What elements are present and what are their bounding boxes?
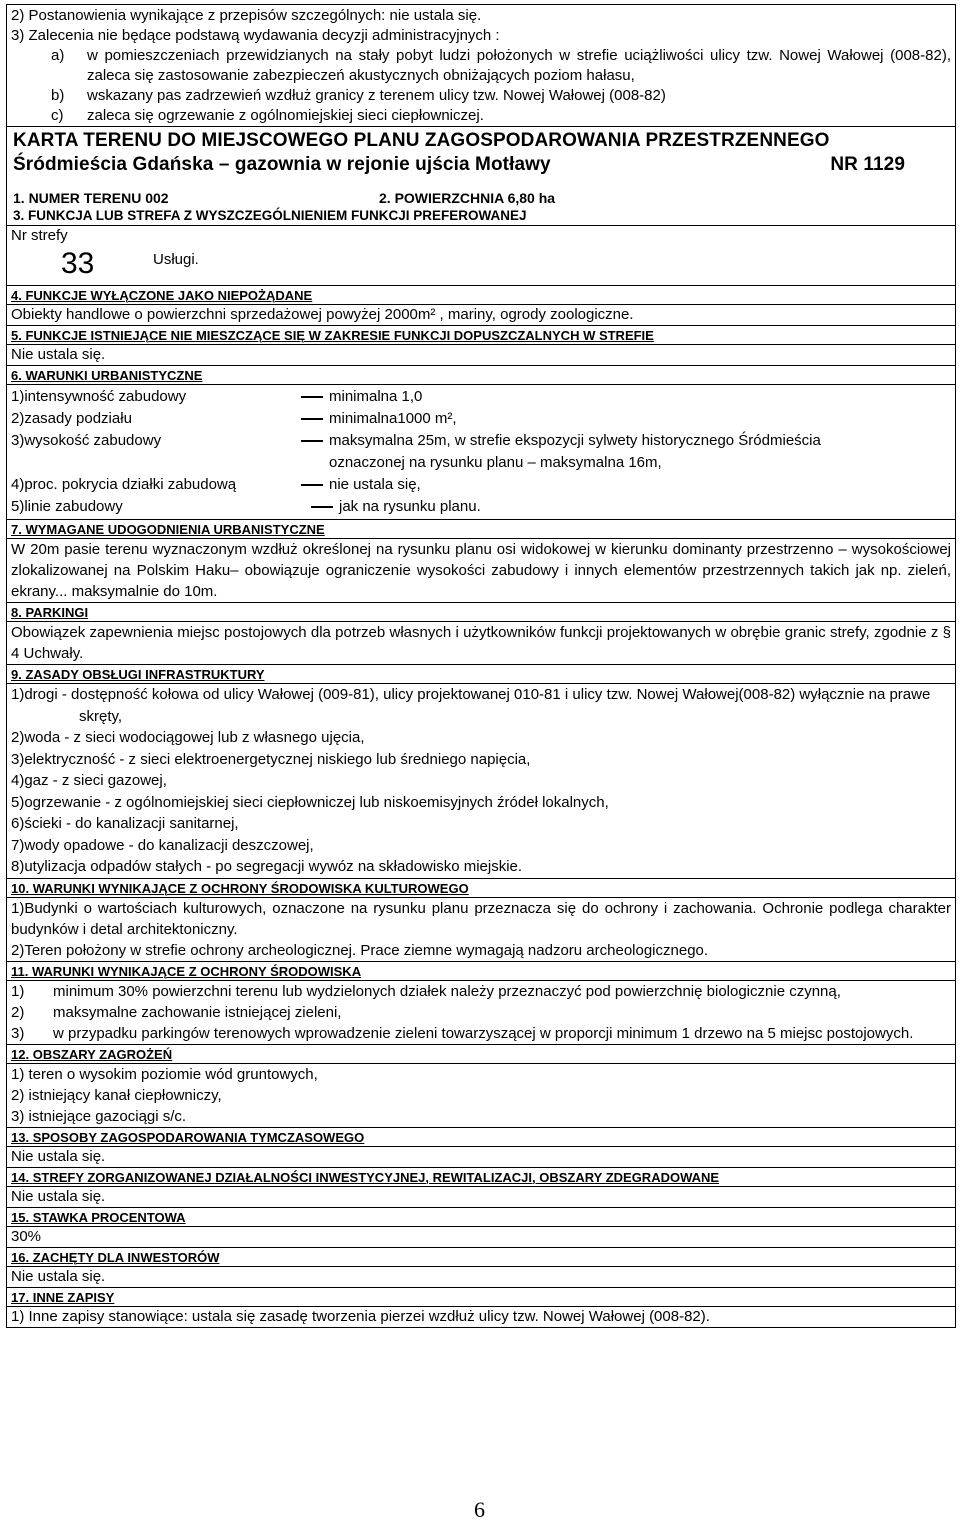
recommendation-a: a) w pomieszczeniach przewidzianych na stały pobyt ludzi położonych w strefie uciążliwości ulicy tzw. Nowej Wałowej (008-82), zaleca się zastosowanie zabezpieczeń akustycznych obniżających poziom hałasu, bbox=[51, 47, 951, 84]
section-8-title: 8. PARKINGI bbox=[6, 603, 956, 622]
section-6-title: 6. WARUNKI URBANISTYCZNE bbox=[6, 366, 956, 385]
infra-item-2: 2)woda - z sieci wodociągowej lub z własnego ujęcia, bbox=[11, 729, 365, 746]
section-4-text: Obiekty handlowe o powierzchni sprzedażowej powyżej 2000m² , mariny, ogrody zoologiczne. bbox=[6, 305, 956, 326]
section-5-text: Nie ustala się. bbox=[6, 345, 956, 366]
section-7-title: 7. WYMAGANE UDOGODNIENIA URBANISTYCZNE bbox=[6, 520, 956, 539]
hazard-item-3: 3) istniejące gazociągi s/c. bbox=[11, 1107, 187, 1125]
urban-row-3-cont: oznaczonej na rysunku planu – maksymalna 16m, bbox=[329, 454, 662, 471]
zone-function: Usługi. bbox=[153, 251, 199, 268]
card-number: NR 1129 bbox=[830, 154, 905, 175]
env-item-2: 2) maksymalne zachowanie istniejącej zieleni, bbox=[11, 1003, 342, 1021]
section-12-title: 12. OBSZARY ZAGROŻEŃ bbox=[6, 1045, 956, 1064]
section-14-text: Nie ustala się. bbox=[6, 1187, 956, 1208]
powierzchnia: 2. POWIERZCHNIA 6,80 ha bbox=[379, 190, 556, 206]
numer-terenu: 1. NUMER TERENU 002 bbox=[13, 190, 169, 206]
hazard-item-2: 2) istniejący kanał ciepłowniczy, bbox=[11, 1086, 222, 1104]
section-4-title: 4. FUNKCJE WYŁĄCZONE JAKO NIEPOŻĄDANE bbox=[6, 286, 956, 305]
infra-item-8: 8)utylizacja odpadów stałych - po segregacji wywóz na składowisko miejskie. bbox=[11, 858, 523, 875]
section-6-body bbox=[6, 385, 956, 520]
infra-item-4: 4)gaz - z sieci gazowej, bbox=[11, 772, 167, 789]
env-item-1: 1) minimum 30% powierzchni terenu lub wydzielonych działek należy przeznaczyć pod powierzchnię biologicznie czynną, bbox=[11, 982, 841, 1000]
provision-3: 3) Zalecenia nie będące podstawą wydawania decyzji administracyjnych : bbox=[11, 27, 500, 44]
infra-item-1: 1)drogi - dostępność kołowa od ulicy Wałowej (009-81), ulicy projektowanej 010-81 i ulicy tzw. Nowej Wałowej(008-82) wyłącznie na prawe skręty, bbox=[11, 686, 931, 725]
card-subtitle: Śródmieścia Gdańska – gazownia w rejonie ujścia Motławy bbox=[13, 154, 551, 175]
section-16-text: Nie ustala się. bbox=[6, 1267, 956, 1288]
section-17-text: 1) Inne zapisy stanowiące: ustala się zasadę tworzenia pierzei wzdłuż ulicy tzw. Nowej Wałowej (008-82). bbox=[6, 1307, 956, 1328]
zone-box bbox=[6, 226, 956, 286]
section-5-title: 5. FUNKCJE ISTNIEJĄCE NIE MIESZCZĄCE SIĘ W ZAKRESIE FUNKCJI DOPUSZCZALNYCH W STREFIE bbox=[6, 326, 956, 345]
section-8-text: Obowiązek zapewnienia miejsc postojowych dla potrzeb własnych i użytkowników funkcji projektowanych w obrębie granic strefy, zgodnie z § 4 Uchwały. bbox=[6, 622, 956, 665]
top-provisions-box bbox=[6, 4, 956, 127]
page-number: 6 bbox=[474, 1497, 485, 1522]
document-page bbox=[6, 4, 956, 1328]
zone-number-label: Nr strefy bbox=[11, 227, 68, 244]
hazard-item-1: 1) teren o wysokim poziomie wód gruntowych, bbox=[11, 1065, 318, 1083]
urban-row-1: 1)intensywność zabudowy minimalna 1,0 bbox=[11, 388, 423, 405]
card-subtitle-row bbox=[13, 153, 951, 177]
section-17-title: 17. INNE ZAPISY bbox=[6, 1288, 956, 1307]
cultural-item-2: 2)Teren położony w strefie ochrony archeologicznej. Prace ziemne wymagają nadzoru archeologicznego. bbox=[11, 941, 709, 959]
provision-2: 2) Postanowienia wynikające z przepisów szczególnych: nie ustala się. bbox=[11, 7, 482, 24]
section-15-title: 15. STAWKA PROCENTOWA bbox=[6, 1208, 956, 1227]
section-10-body bbox=[6, 898, 956, 962]
infra-item-5: 5)ogrzewanie - z ogólnomiejskiej sieci ciepłowniczej lub niskoemisyjnych źródeł lokalnych, bbox=[11, 793, 609, 811]
section-16-title: 16. ZACHĘTY DLA INWESTORÓW bbox=[6, 1248, 956, 1267]
infra-item-6: 6)ścieki - do kanalizacji sanitarnej, bbox=[11, 815, 239, 832]
section-7-text: W 20m pasie terenu wyznaczonym wzdłuż określonej na rysunku planu osi widokowej w kierunku dominanty przestrzenno – wysokościowej zlokalizowanej na Polskim Haku– obowiązuje ograniczenie wysokości zabudowy i innych elementów przestrzennych takich jak np. zieleń, ekrany... maksymalnie do 10m. bbox=[6, 539, 956, 603]
card-header bbox=[6, 127, 956, 226]
env-item-3: 3) w przypadku parkingów terenowych wprowadzenie zieleni towarzyszącej w proporcji minimum 1 drzewo na 5 miejsc postojowych. bbox=[11, 1024, 914, 1042]
section-11-body bbox=[6, 981, 956, 1045]
recommendation-b: b) wskazany pas zadrzewień wzdłuż granicy z terenem ulicy tzw. Nowej Wałowej (008-82) bbox=[51, 87, 666, 104]
section-15-text: 30% bbox=[6, 1227, 956, 1248]
infra-item-3: 3)elektryczność - z sieci elektroenergetycznej niskiego lub średniego napięcia, bbox=[11, 750, 531, 768]
section-14-title: 14. STREFY ZORGANIZOWANEJ DZIAŁALNOŚCI INWESTYCYJNEJ, REWITALIZACJI, OBSZARY ZDEGRADOWANE bbox=[6, 1168, 956, 1187]
section-13-text: Nie ustala się. bbox=[6, 1147, 956, 1168]
section-10-title: 10. WARUNKI WYNIKAJĄCE Z OCHRONY ŚRODOWISKA KULTUROWEGO bbox=[6, 879, 956, 898]
urban-row-3: 3)wysokość zabudowy maksymalna 25m, w strefie ekspozycji sylwety historycznego Śródmieścia bbox=[11, 432, 821, 449]
urban-row-2: 2)zasady podziału minimalna1000 m², bbox=[11, 410, 457, 427]
section-9-body bbox=[6, 684, 956, 879]
section-13-title: 13. SPOSOBY ZAGOSPODAROWANIA TYMCZASOWEGO bbox=[6, 1128, 956, 1147]
infra-item-7: 7)wody opadowe - do kanalizacji deszczowej, bbox=[11, 836, 314, 854]
urban-row-5: 5)linie zabudowy jak na rysunku planu. bbox=[11, 498, 481, 515]
card-title: KARTA TERENU DO MIEJSCOWEGO PLANU ZAGOSPODAROWANIA PRZESTRZENNEGO bbox=[13, 130, 830, 151]
cultural-item-1: 1)Budynki o wartościach kulturowych, oznaczone na rysunku planu przeznacza się do ochrony i zachowania. Ochronie podlega charakter budynków i detal architektoniczny. bbox=[11, 899, 951, 938]
section-9-title: 9. ZASADY OBSŁUGI INFRASTRUKTURY bbox=[6, 665, 956, 684]
section-12-body bbox=[6, 1064, 956, 1128]
zone-number: 33 bbox=[61, 247, 95, 280]
urban-row-4: 4)proc. pokrycia działki zabudową nie ustala się, bbox=[11, 476, 421, 493]
recommendation-c: c) zaleca się ogrzewanie z ogólnomiejskiej sieci ciepłowniczej. bbox=[51, 107, 484, 124]
section-3-title: 3. FUNKCJA LUB STREFA Z WYSZCZEGÓLNIENIEM FUNKCJI PREFEROWANEJ bbox=[13, 208, 527, 223]
section-11-title: 11. WARUNKI WYNIKAJĄCE Z OCHRONY ŚRODOWISKA bbox=[6, 962, 956, 981]
area-info-row bbox=[13, 189, 951, 207]
